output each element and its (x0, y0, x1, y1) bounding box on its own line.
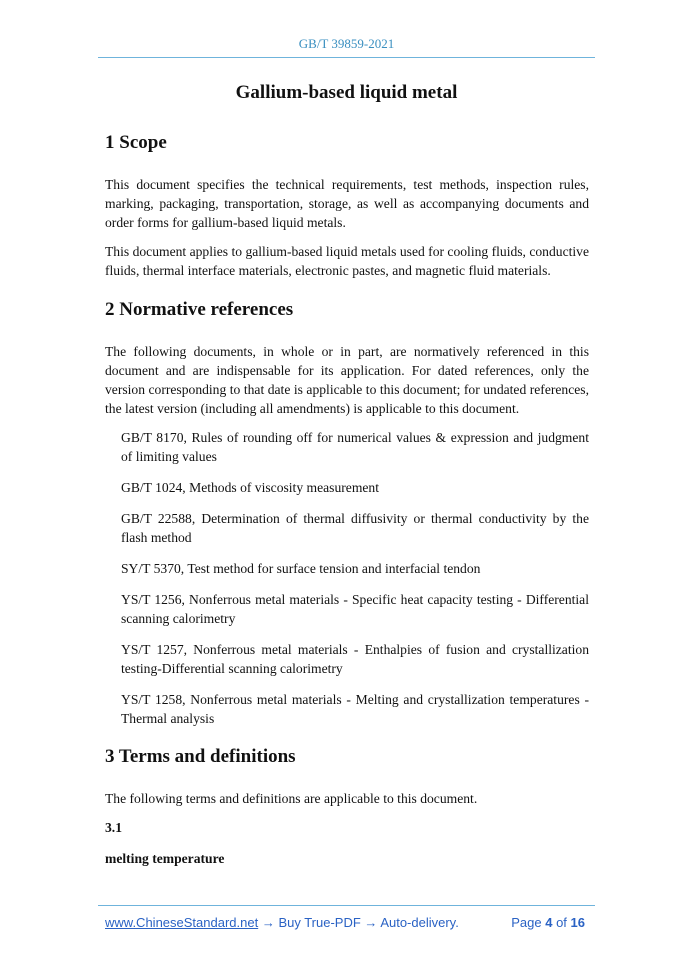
page-label: Page (511, 915, 542, 930)
document-body (105, 130, 589, 880)
scope-paragraph: This document specifies the technical requirements, test methods, inspection rules, marking, packaging, transportation, storage, as well as accompanying documents and order forms for gallium-based liquid metals. (105, 177, 589, 230)
footer-promo (105, 915, 459, 930)
site-link[interactable]: www.ChineseStandard.net (105, 915, 259, 930)
page-number: 4 (545, 915, 553, 930)
reference-item: YS/T 1258, Nonferrous metal materials - Melting and crystallization temperatures - Thermal analysis (121, 692, 589, 726)
reference-item: GB/T 8170, Rules of rounding off for numerical values & expression and judgment of limiting values (121, 430, 589, 464)
document-title: Gallium-based liquid metal (235, 82, 458, 103)
section-heading-scope: 1 Scope (105, 132, 167, 153)
normative-intro-paragraph: The following documents, in whole or in part, are normatively referenced in this document and are indispensable for its application. For dated references, only the version corresponding to that date is applicable to this document; for undated references, the latest version (including all amendments) is applicable to this document. (105, 344, 589, 416)
page-indicator (511, 915, 585, 930)
page-footer (105, 915, 589, 935)
reference-item: SY/T 5370, Test method for surface tension and interfacial tendon (121, 561, 481, 576)
scope-paragraph: This document applies to gallium-based liquid metals used for cooling fluids, conductive fluids, thermal interface materials, electronic pastes, and magnetic fluid materials. (105, 244, 589, 278)
footer-divider (98, 905, 595, 906)
auto-delivery-text: Auto-delivery. (380, 915, 459, 930)
arrow-icon: → (258, 915, 279, 930)
total-pages: 16 (570, 915, 585, 930)
of-label: of (556, 915, 567, 930)
clause-number: 3.1 (105, 820, 122, 835)
reference-item: YS/T 1256, Nonferrous metal materials - Specific heat capacity testing - Differential scanning calorimetry (121, 592, 589, 626)
section-heading-terms-definitions: 3 Terms and definitions (105, 746, 296, 767)
section-heading-normative-references: 2 Normative references (105, 299, 294, 320)
reference-item: YS/T 1257, Nonferrous metal materials - Enthalpies of fusion and crystallization testing-Differential scanning calorimetry (121, 642, 589, 676)
term-name: melting temperature (105, 851, 225, 866)
reference-item: GB/T 22588, Determination of thermal diffusivity or thermal conductivity by the flash method (121, 511, 589, 545)
document-code-header: GB/T 39859-2021 (298, 36, 395, 51)
terms-intro-paragraph: The following terms and definitions are applicable to this document. (105, 791, 478, 806)
reference-item: GB/T 1024, Methods of viscosity measurement (121, 480, 380, 495)
header-divider (98, 57, 595, 58)
buy-pdf-text: Buy True-PDF (278, 915, 361, 930)
arrow-icon: → (360, 915, 381, 930)
